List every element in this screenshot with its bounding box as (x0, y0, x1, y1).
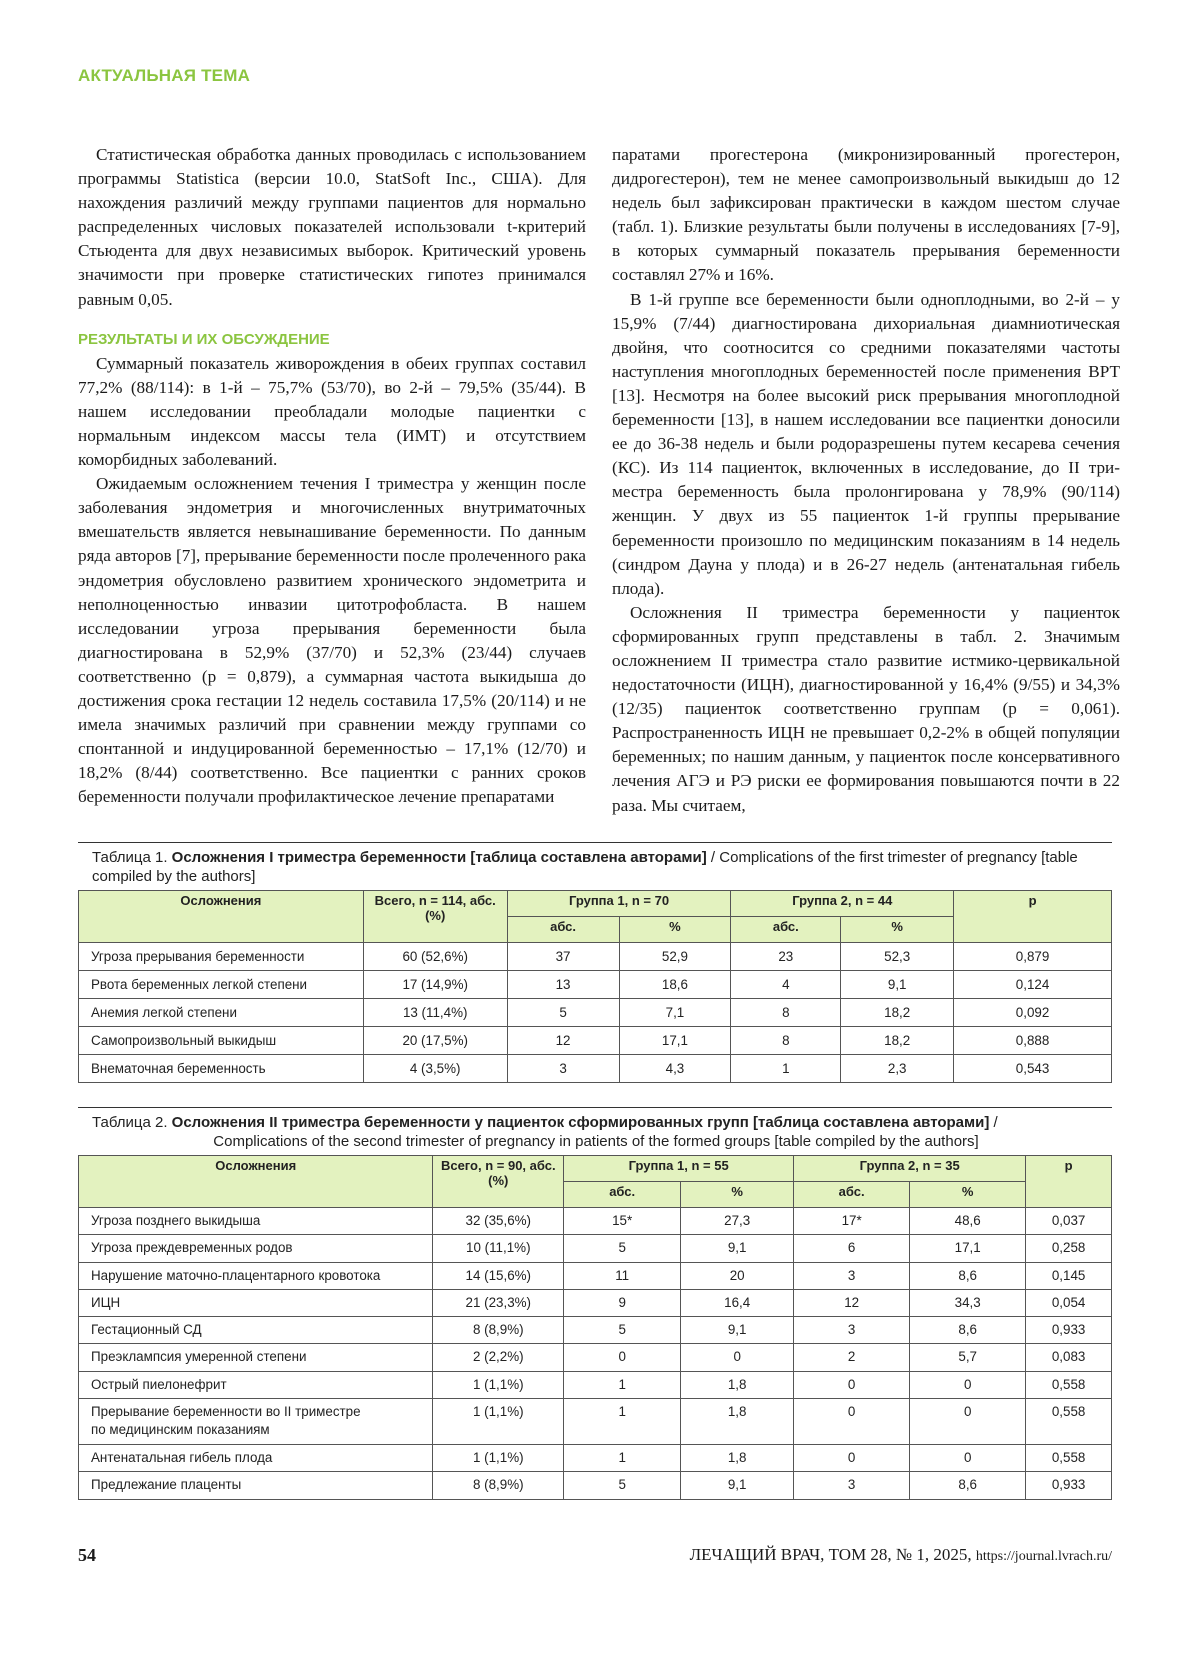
table1-cell: 0,092 (954, 999, 1112, 1027)
table1-block (78, 842, 1112, 1083)
table1-cell: 0,124 (954, 971, 1112, 999)
table2-cell: 9,1 (681, 1472, 794, 1499)
t1-header-pct2: % (841, 917, 954, 943)
table2-cell: Нарушение маточно-плацентарного кровотока (79, 1262, 433, 1289)
table1-cell: 8 (731, 1027, 841, 1055)
page-number: 54 (78, 1545, 96, 1565)
table2-cell: Преэклампсия умеренной степени (79, 1344, 433, 1371)
table1-cell: Анемия легкой степени (79, 999, 364, 1027)
t1-header-group2: Группа 2, n = 44 (731, 891, 954, 917)
table2-cell: 32 (35,6%) (433, 1208, 564, 1235)
table1-cell: 17,1 (619, 1027, 731, 1055)
t1-header-total: Всего, n = 114, абс. (%) (363, 891, 507, 943)
table2-row (79, 1371, 1112, 1398)
table2-cell: 9,1 (681, 1235, 794, 1262)
table1-cell: 13 (11,4%) (363, 999, 507, 1027)
table1-cell: Самопроизвольный выкидыш (79, 1027, 364, 1055)
table2-cell: 48,6 (910, 1208, 1026, 1235)
table1-cell: 7,1 (619, 999, 731, 1027)
page-footer (78, 1545, 1112, 1569)
table1-cell: 4 (731, 971, 841, 999)
table2-row (79, 1235, 1112, 1262)
table2-cell: 8 (8,9%) (433, 1472, 564, 1499)
t1-header-abs1: абс. (507, 917, 619, 943)
table1-cell: Рвота беременных легкой степени (79, 971, 364, 999)
table1-cell: 37 (507, 943, 619, 971)
table1-cell: 12 (507, 1027, 619, 1055)
table2-row (79, 1262, 1112, 1289)
table2-cell: 2 (2,2%) (433, 1344, 564, 1371)
table2-cell: 1 (564, 1399, 681, 1445)
table2-cell: ИЦН (79, 1289, 433, 1316)
table1-cell: 52,9 (619, 943, 731, 971)
table2-cell: 0 (910, 1371, 1026, 1398)
t2-header-complications: Осложнения (79, 1156, 433, 1208)
table2-cell: 3 (794, 1262, 910, 1289)
table2-row (79, 1317, 1112, 1344)
table2-cell: 0 (794, 1371, 910, 1398)
paragraph-methods: Статистическая обработка данных проводилась с использованием программы Statistica (версии 10.0, StatSoft Inc., США). Для нахождения различий между группами пациентов для нормально распределенных числовых показателей использовали t-критерий Стьюдента для двух независимых выборок. Критический уровень значимости при проверке статистических гипотез принимался равным 0,05. (78, 145, 586, 309)
paragraph-first-trimester: Ожидаемым осложнением течения I триместра у женщин после заболевания эндометрия и многочисленных внутриматочных вмешательств является невынашивание беременности. По данным ряда авторов [7], прерывание беременности после пролеченного рака эндометрия обусловлено развитием хронического эндометрита и неполноценностью инвазии цитотрофобласта. В нашем исследовании угроза прерывания беременности была диагностирована в 52,9% (37/70) и 52,3% (23/44) случаев соответственно (p = 0,879), а суммарная частота выкидыша до достижения срока гестации 12 недель составила 17,5% (20/114) и не имела значимых различий при сравнении между группами со спонтанной и индуцированной беременностью – 17,1% (12/70) и 18,2% (8/44) соответственно. Все пациентки с ранних сроков беременности получали профилактическое лечение препаратами (78, 474, 586, 807)
table2-row (79, 1445, 1112, 1472)
table2-cell: 0,933 (1026, 1317, 1112, 1344)
table2-cell: 0,558 (1026, 1445, 1112, 1472)
table2-cell: 8,6 (910, 1472, 1026, 1499)
paragraph-progesterone: паратами прогестерона (микронизированный прогестерон, дидрогестерон), тем не менее самопроизвольный выкидыш до 12 недель был зафиксирован практически в каждом шестом случае (табл. 1). Близкие результаты были получены в исследованиях [7-9], в которых суммарный показатель прерывания беременности составлял 27% и 16%. (612, 145, 1120, 285)
t2-header-p: p (1026, 1156, 1112, 1208)
t1-header-pct1: % (619, 917, 731, 943)
t2-header-abs2: абс. (794, 1182, 910, 1208)
table1-cell: 8 (731, 999, 841, 1027)
table2-cell: Предлежание плаценты (79, 1472, 433, 1499)
table1-cell: Внематочная беременность (79, 1055, 364, 1083)
table2-cell: 0 (564, 1344, 681, 1371)
table1-cell: 18,2 (841, 999, 954, 1027)
right-column (612, 143, 1120, 818)
t2-header-pct1: % (681, 1182, 794, 1208)
paragraph-multiple-pregnancy: В 1-й группе все беременности были одноплодными, во 2-й – у 15,9% (7/44) диагностирована дихориальная диамниотическая двойня, что соотносится со средними показателями частоты наступления многоплодных беременностей после применения ВРТ [13]. Несмотря на более высокий риск прерывания многоплодной беременности [13], в нашем исследовании все пациентки доносили ее до 36-38 недель и были родоразрешены путем кесарева сечения (КС). Из 114 пациенток, включенных в исследование, до II триместра беременность была пролонгирована у 78,9% (90/114) женщин. У двух из 55 пациенток 1-й группы прерывание беременности произошло по медицинским показаниям в 14 недель (синдром Дауна у плода) и в 26-27 недель (антенатальная гибель плода). (612, 289, 1120, 598)
table2-caption: Таблица 2. Осложнения II триместра беременности у пациенток сформированных групп [таблица составлена авторами] / Complications of the second trimester of pregnancy in patients of the formed groups [table compiled by the authors] (92, 1114, 998, 1150)
results-heading: РЕЗУЛЬТАТЫ И ИХ ОБСУЖДЕНИЕ (78, 330, 330, 348)
journal-info: ЛЕЧАЩИЙ ВРАЧ, ТОМ 28, № 1, 2025, https://journal.lvrach.ru/ (689, 1545, 1112, 1564)
t1-header-abs2: абс. (731, 917, 841, 943)
table2-cell: Гестационный СД (79, 1317, 433, 1344)
table1-cell: 9,1 (841, 971, 954, 999)
t1-header-p: p (954, 891, 1112, 943)
table1-cell: 0,879 (954, 943, 1112, 971)
table2-row (79, 1289, 1112, 1316)
table2-cell: 20 (681, 1262, 794, 1289)
table2-cell: 9 (564, 1289, 681, 1316)
table1-cell: 18,2 (841, 1027, 954, 1055)
table2-cell: 15* (564, 1208, 681, 1235)
table2-cell: 6 (794, 1235, 910, 1262)
table2-cell: 5 (564, 1235, 681, 1262)
paragraph-second-trimester: Осложнения II триместра беременности у пациенток сформированных групп представлены в табл. 2. Значимым осложнением II триместра стало развитие истмико-цервикальной недостаточности (ИЦН), диагностированной у 16,4% (9/55) и 34,3% (12/35) пациенток соответственно группам (p = 0,061). Распространенность ИЦН не превышает 0,2-2% в общей популяции беременных; по нашим данным, у пациенток после консервативного лечения АГЭ и РЭ риски ее формирования повышаются почти в 22 раза. Мы считаем, (612, 602, 1120, 815)
table2-cell: 1 (564, 1371, 681, 1398)
table2-cell: 0 (794, 1399, 910, 1445)
table2-cell: 5 (564, 1317, 681, 1344)
table2-cell: 8 (8,9%) (433, 1317, 564, 1344)
table1-cell: 3 (507, 1055, 619, 1083)
table2-cell: 5,7 (910, 1344, 1026, 1371)
t1-header-complications: Осложнения (79, 891, 364, 943)
t2-header-abs1: абс. (564, 1182, 681, 1208)
table2-cell: 12 (794, 1289, 910, 1316)
t1-header-group1: Группа 1, n = 70 (507, 891, 731, 917)
table2-cell: 34,3 (910, 1289, 1026, 1316)
t2-header-group1: Группа 1, n = 55 (564, 1156, 794, 1182)
t2-header-pct2: % (910, 1182, 1026, 1208)
journal-url[interactable]: https://journal.lvrach.ru/ (975, 1549, 1112, 1564)
table2-cell: 1,8 (681, 1445, 794, 1472)
table2-cell: 1 (1,1%) (433, 1371, 564, 1398)
table2-cell: 8,6 (910, 1262, 1026, 1289)
table1-cell: 20 (17,5%) (363, 1027, 507, 1055)
table2-cell: 0,933 (1026, 1472, 1112, 1499)
table2-cell: 0 (910, 1399, 1026, 1445)
table2-cell: 0,558 (1026, 1399, 1112, 1445)
table2-cell: 0,083 (1026, 1344, 1112, 1371)
table1-row (79, 999, 1112, 1027)
table2-row (79, 1208, 1112, 1235)
table2-cell: 1 (564, 1445, 681, 1472)
table2-cell: 1,8 (681, 1399, 794, 1445)
t2-header-total: Всего, n = 90, абс. (%) (433, 1156, 564, 1208)
t2-header-group2: Группа 2, n = 35 (794, 1156, 1026, 1182)
table2-cell: 5 (564, 1472, 681, 1499)
table2-cell: 17,1 (910, 1235, 1026, 1262)
table2-cell: 3 (794, 1317, 910, 1344)
table2-row (79, 1472, 1112, 1499)
table2-cell: 1 (1,1%) (433, 1399, 564, 1445)
table1-cell: 18,6 (619, 971, 731, 999)
table2-cell: 16,4 (681, 1289, 794, 1316)
table2-cell: Острый пиелонефрит (79, 1371, 433, 1398)
table1-row (79, 1027, 1112, 1055)
table2-cell: 17* (794, 1208, 910, 1235)
table1 (78, 890, 1112, 1083)
table1-row (79, 1055, 1112, 1083)
table2-cell: 1 (1,1%) (433, 1445, 564, 1472)
table1-cell: 13 (507, 971, 619, 999)
table1-cell: 23 (731, 943, 841, 971)
table2-cell: Угроза преждевременных родов (79, 1235, 433, 1262)
table1-cell: 5 (507, 999, 619, 1027)
table2-cell: 8,6 (910, 1317, 1026, 1344)
table2-cell: 0 (910, 1445, 1026, 1472)
table2-cell: Антенатальная гибель плода (79, 1445, 433, 1472)
section-tag: АКТУАЛЬНАЯ ТЕМА (78, 66, 251, 85)
table1-cell: 52,3 (841, 943, 954, 971)
table1-cell: 17 (14,9%) (363, 971, 507, 999)
table2-cell: 11 (564, 1262, 681, 1289)
table2-cell: 1,8 (681, 1371, 794, 1398)
table2-cell: 0 (681, 1344, 794, 1371)
table1-caption: Таблица 1. Осложнения I триместра беременности [таблица составлена авторами] / Complications of the first trimester of pregnancy [table compiled by the authors] (92, 849, 1078, 885)
table1-cell: 1 (731, 1055, 841, 1083)
paragraph-livebirth: Суммарный показатель живорождения в обеих группах составил 77,2% (88/114): в 1-й – 75,7% (53/70), во 2-й – 79,5% (35/44). В нашем исследовании преобладали молодые пациентки с нормальным индексом массы тела (ИМТ) и отсутствием коморбидных заболеваний. (78, 353, 586, 470)
left-column (78, 143, 586, 809)
table2-cell: 0,037 (1026, 1208, 1112, 1235)
table2-cell: 0,258 (1026, 1235, 1112, 1262)
table2-cell: 9,1 (681, 1317, 794, 1344)
table1-cell: 2,3 (841, 1055, 954, 1083)
table2-row (79, 1399, 1112, 1445)
table1-row (79, 971, 1112, 999)
table2-cell: 21 (23,3%) (433, 1289, 564, 1316)
table1-cell: 4 (3,5%) (363, 1055, 507, 1083)
table1-cell: 60 (52,6%) (363, 943, 507, 971)
table2-cell: 14 (15,6%) (433, 1262, 564, 1289)
table1-cell: Угроза прерывания беременности (79, 943, 364, 971)
table1-cell: 4,3 (619, 1055, 731, 1083)
table2-cell: 0 (794, 1445, 910, 1472)
table2 (78, 1155, 1112, 1500)
table2-cell: 10 (11,1%) (433, 1235, 564, 1262)
table2-cell: 3 (794, 1472, 910, 1499)
table2-cell: 0,054 (1026, 1289, 1112, 1316)
table1-row (79, 943, 1112, 971)
table2-cell: 0,558 (1026, 1371, 1112, 1398)
table2-cell: Прерывание беременности во II триместре по медицинским показаниям (79, 1399, 433, 1445)
table1-cell: 0,543 (954, 1055, 1112, 1083)
table2-cell: 27,3 (681, 1208, 794, 1235)
table2-cell: 0,145 (1026, 1262, 1112, 1289)
table2-cell: 2 (794, 1344, 910, 1371)
table2-cell: Угроза позднего выкидыша (79, 1208, 433, 1235)
table1-cell: 0,888 (954, 1027, 1112, 1055)
table2-block (78, 1107, 1112, 1500)
table2-row (79, 1344, 1112, 1371)
